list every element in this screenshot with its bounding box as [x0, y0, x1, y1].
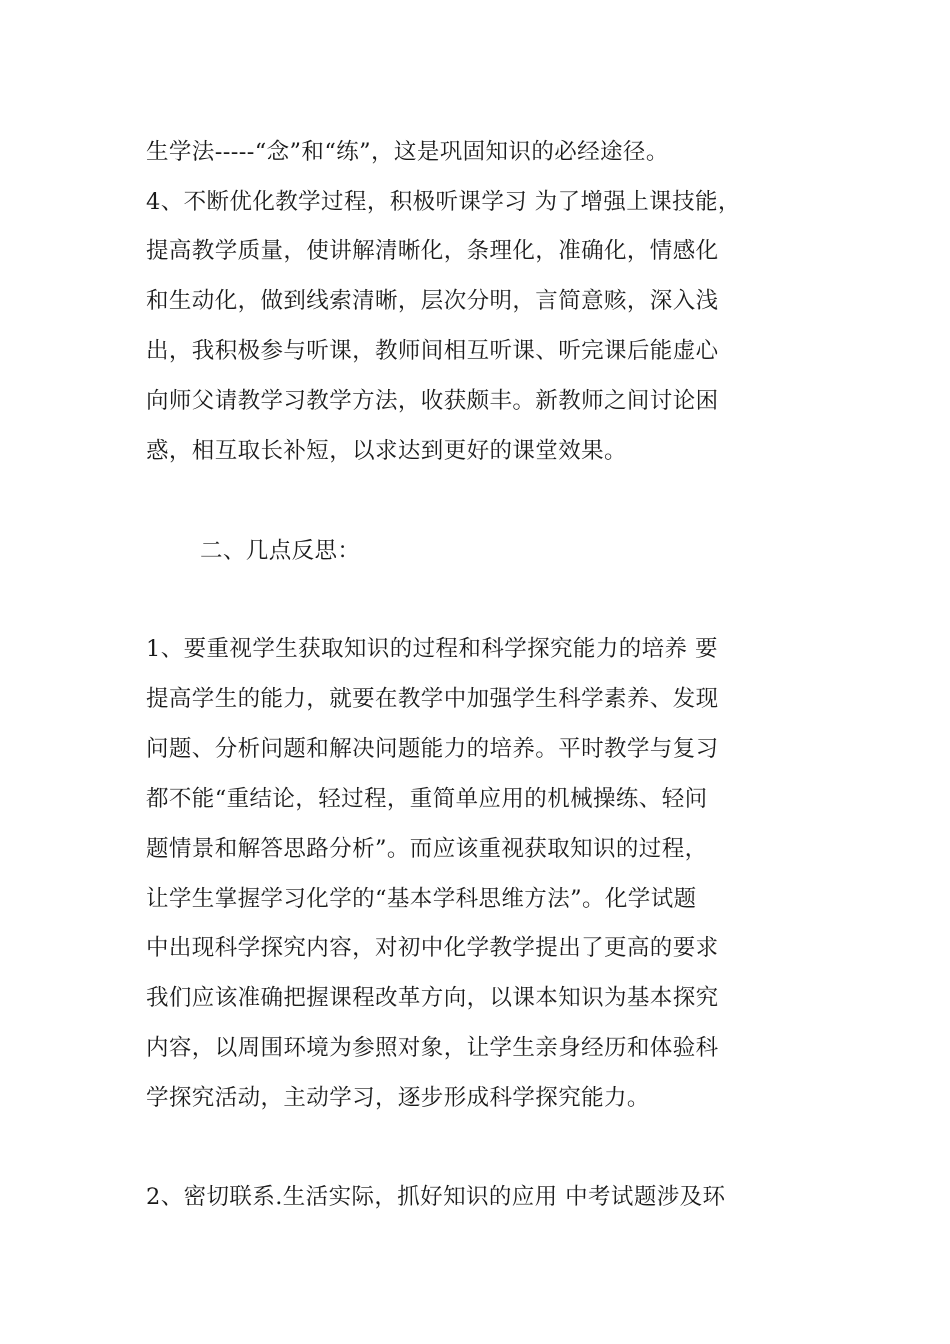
paragraph-line: 题情景和解答思路分析”。而应该重视获取知识的过程， [146, 836, 708, 862]
paragraph-line: 4、不断优化教学过程，积极听课学习 为了增强上课技能， [146, 189, 741, 215]
paragraph-line: 问题、分析问题和解决问题能力的培养。平时教学与复习 [146, 736, 719, 762]
paragraph-line: 1、要重视学生获取知识的过程和科学探究能力的培养 要 [146, 636, 718, 662]
paragraph-line: 都不能“重结论，轻过程，重简单应用的机械操练、轻问 [146, 786, 708, 812]
section-heading: 二、几点反思： [200, 538, 361, 564]
paragraph-line: 提高教学质量，使讲解清晰化，条理化，准确化，情感化 [146, 238, 719, 264]
paragraph-line: 内容，以周围环境为参照对象，让学生亲身经历和体验科 [146, 1035, 719, 1061]
paragraph-line: 惑，相互取长补短，以求达到更好的课堂效果。 [146, 438, 627, 464]
paragraph-line: 出，我积极参与听课，教师间相互听课、听完课后能虚心 [146, 338, 719, 364]
paragraph-line: 2、密切联系.生活实际，抓好知识的应用 中考试题涉及环 [146, 1184, 726, 1210]
paragraph-line: 学探究活动，主动学习，逐步形成科学探究能力。 [146, 1085, 650, 1111]
paragraph-line: 中出现科学探究内容，对初中化学教学提出了更高的要求 [146, 935, 719, 961]
paragraph-line: 让学生掌握学习化学的“基本学科思维方法”。化学试题 [146, 886, 697, 912]
paragraph-line: 生学法-----“念”和“练”，这是巩固知识的必经途径。 [146, 139, 669, 165]
paragraph-line: 向师父请教学习教学方法，收获颇丰。新教师之间讨论困 [146, 388, 719, 414]
paragraph-line: 我们应该准确把握课程改革方向，以课本知识为基本探究 [146, 985, 719, 1011]
paragraph-line: 提高学生的能力，就要在教学中加强学生科学素养、发现 [146, 686, 719, 712]
paragraph-line: 和生动化，做到线索清晰，层次分明，言简意赅，深入浅 [146, 288, 719, 314]
